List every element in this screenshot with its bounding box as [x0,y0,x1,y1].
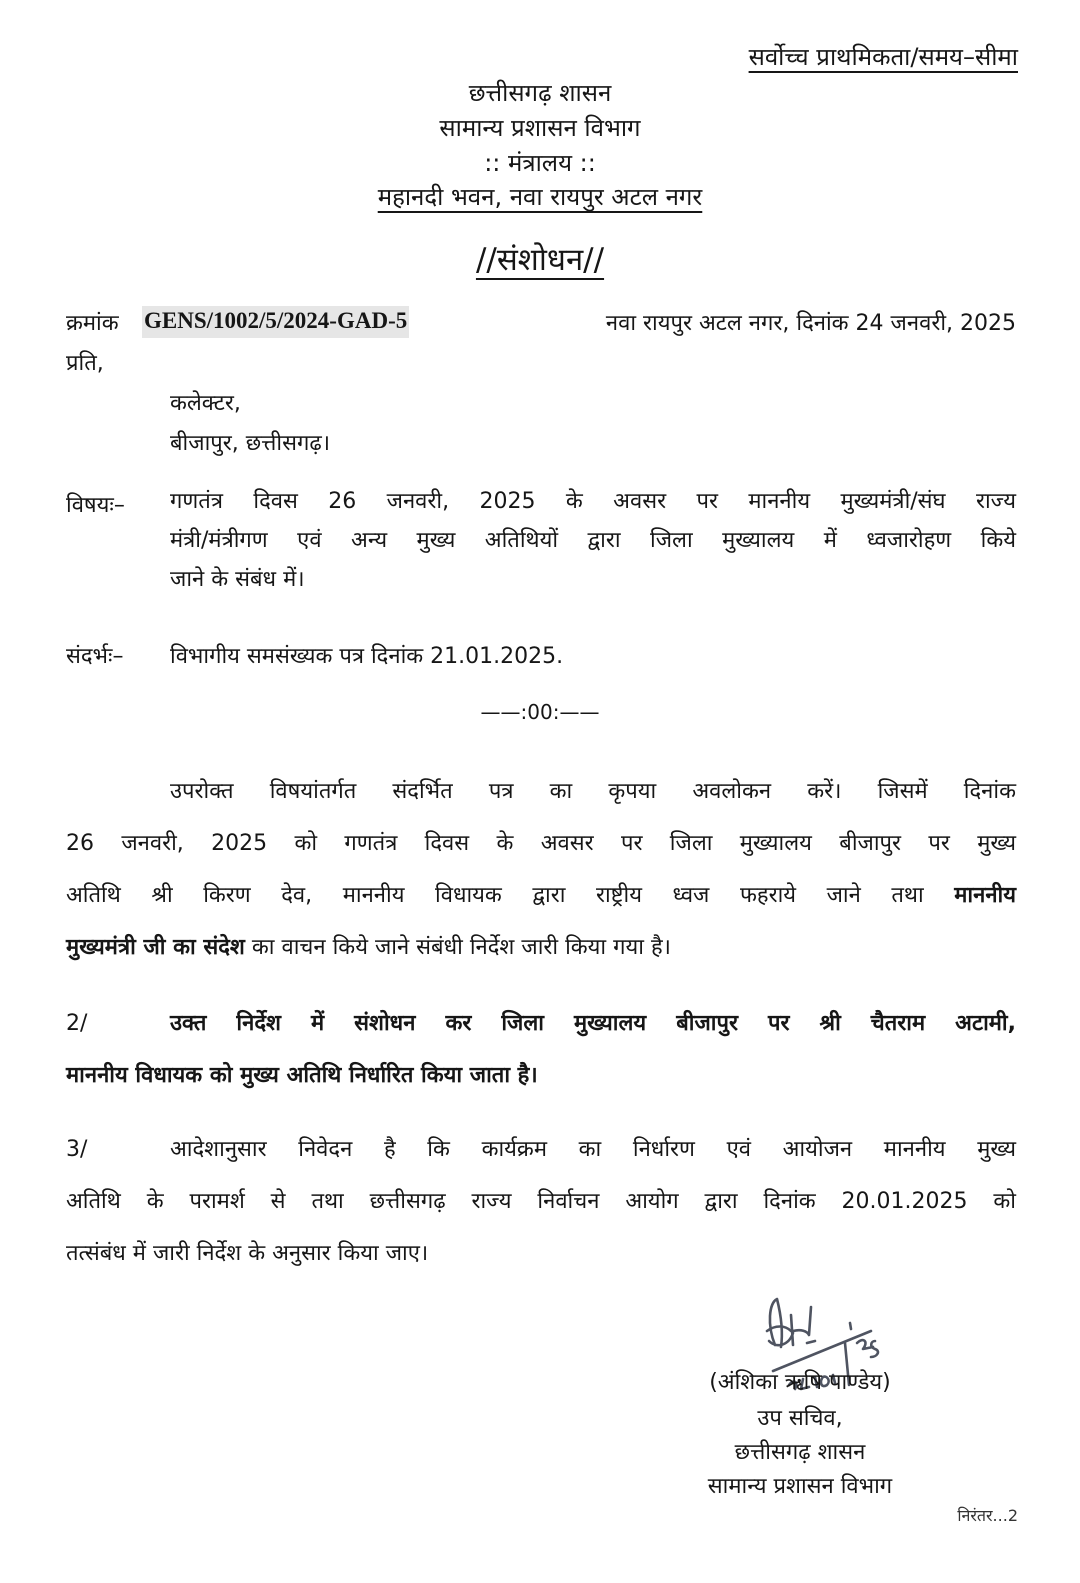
paragraph-line [66,1124,1016,1176]
paragraph-2 [66,998,1016,1102]
paragraph-text: उक्त निर्देश में संशोधन कर जिला मुख्यालय बीजापुर पर श्री चैतराम अटामी, [170,1011,1016,1036]
paragraph-line: 26 जनवरी, 2025 को गणतंत्र दिवस के अवसर पर जिला मुख्यालय बीजापुर पर मुख्य [66,831,1016,856]
place-date: नवा रायपुर अटल नगर, दिनांक 24 जनवरी, 2025 [605,311,1016,336]
paragraph-line [66,870,1016,922]
reference-label: क्रमांक [66,311,119,336]
reference-number: GENS/1002/5/2024-GAD-5 [142,306,409,338]
paragraph-number: 3/ [66,1137,88,1162]
reference-doc-label: संदर्भः– [66,644,124,669]
subject-label: विषयः– [66,493,125,518]
header-ministry: :: मंत्रालय :: [484,149,596,177]
signatory-department: सामान्य प्रशासन विभाग [707,1474,893,1499]
paragraph-line: तत्संबंध में जारी निर्देश के अनुसार किया जाए। [66,1241,429,1266]
subject-text [170,482,1016,599]
header-government: छत्तीसगढ़ शासन [468,79,612,107]
subject-line: जाने के संबंध में। [170,567,305,592]
paragraph-bold-text: मुख्यमंत्री जी का संदेश [66,935,245,960]
signatory-government: छत्तीसगढ़ शासन [734,1440,866,1465]
signatory-name: (अंशिका ऋषि पाण्डेय) [709,1370,891,1395]
paragraph-1 [66,766,1016,974]
paragraph-line [66,998,1016,1050]
priority-note: सर्वोच्च प्राथमिकता/समय–सीमा [748,43,1018,71]
recipient-line-1: कलेक्टर, [170,391,241,416]
header-department: सामान्य प्रशासन विभाग [439,114,641,142]
document-title: //संशोधन// [475,242,605,278]
paragraph-line: उपरोक्त विषयांतर्गत संदर्भित पत्र का कृपया अवलोकन करें। जिसमें दिनांक [170,779,1016,804]
paragraph-bold-text: माननीय [954,883,1016,908]
continued-page-note: निरंतर...2 [957,1506,1018,1525]
subject-line: गणतंत्र दिवस 26 जनवरी, 2025 के अवसर पर माननीय मुख्यमंत्री/संघ राज्य [170,489,1016,514]
paragraph-line: माननीय विधायक को मुख्य अतिथि निर्धारित किया जाता है। [66,1063,538,1088]
paragraph-3 [66,1124,1016,1280]
recipient-line-2: बीजापुर, छत्तीसगढ़। [170,431,331,456]
paragraph-line: अतिथि के परामर्श से तथा छत्तीसगढ़ राज्य निर्वाचन आयोग द्वारा दिनांक 20.01.2025 को [66,1189,1016,1214]
paragraph-text: का वाचन किये जाने संबंधी निर्देश जारी किया गया है। [251,935,671,960]
section-divider: ——:00:—— [480,700,600,724]
header-address: महानदी भवन, नवा रायपुर अटल नगर [377,183,703,211]
paragraph-text: आदेशानुसार निवेदन है कि कार्यक्रम का निर्धारण एवं आयोजन माननीय मुख्य [170,1137,1016,1162]
paragraph-number: 2/ [66,1011,88,1036]
paragraph-text: अतिथि श्री किरण देव, माननीय विधायक द्वारा राष्ट्रीय ध्वज फहराये जाने तथा [66,883,924,908]
signatory-designation: उप सचिव, [757,1406,843,1431]
subject-line: मंत्री/मंत्रीगण एवं अन्य मुख्य अतिथियों द्वारा जिला मुख्यालय में ध्वजारोहण किये [170,528,1016,553]
reference-doc-text: विभागीय समसंख्यक पत्र दिनांक 21.01.2025. [170,644,564,669]
paragraph-line [66,922,1016,974]
recipient-to-label: प्रति, [66,351,104,376]
